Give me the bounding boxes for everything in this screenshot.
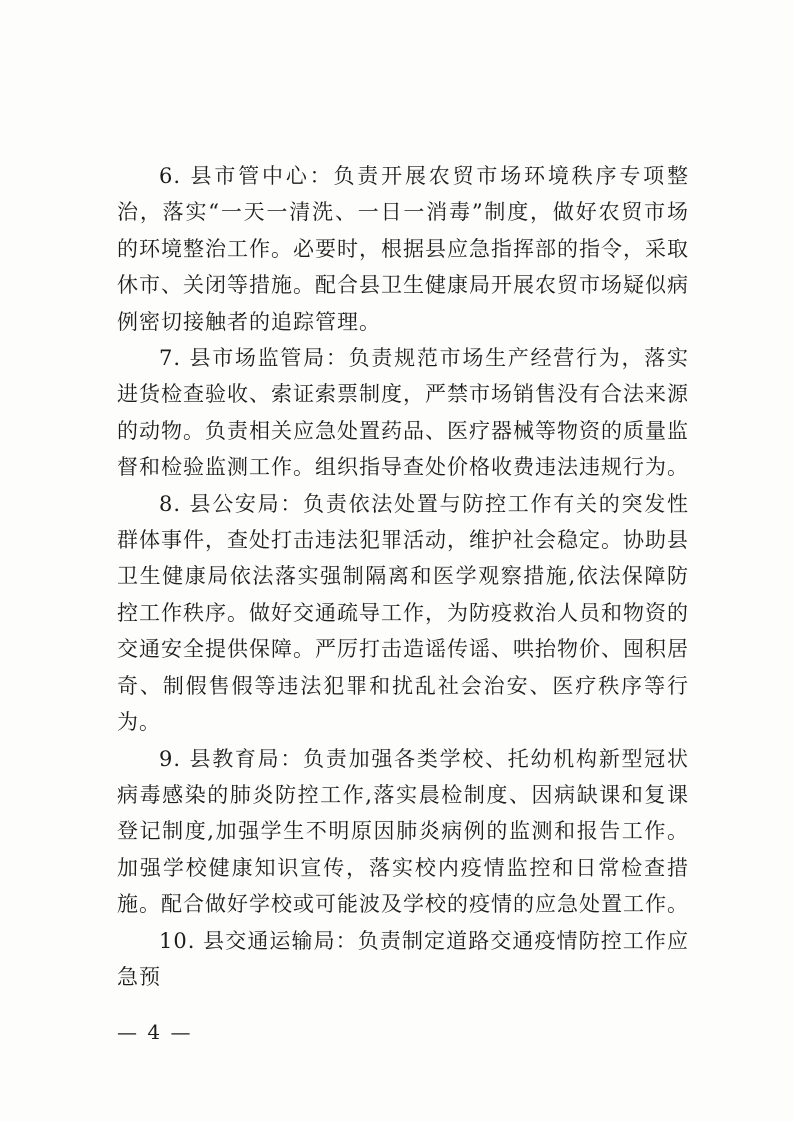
paragraph-8-public-security: 8. 县公安局：负责依法处置与防控工作有关的突发性群体事件，查处打击违法犯罪活动，维护社会稳定。协助县卫生健康局依法落实强制隔离和医学观察措施,依法保障防控工作秩序。做好交通疏导工作，为防疫救治人员和物资的交通安全提供保障。严厉打击造谣传谣、哄抬物价、囤积居奇、制假售假等违法犯罪和扰乱社会治安、医疗秩序等行为。 <box>117 491 689 735</box>
paragraph-7-market-supervision: 7. 县市场监管局：负责规范市场生产经营行为，落实进货检查验收、索证索票制度，严禁市场销售没有合法来源的动物。负责相关应急处置药品、医疗器械等物资的质量监督和检验监测工作。组织指导查处价格收费违法违规行为。 <box>117 346 689 480</box>
page-number: — 4 — <box>117 1020 193 1044</box>
paragraph-9-education: 9. 县教育局：负责加强各类学校、托幼机构新型冠状病毒感染的肺炎防控工作,落实晨检制度、因病缺课和复课登记制度,加强学生不明原因肺炎病例的监测和报告工作。加强学校健康知识宣传，落实校内疫情监控和日常检查措施。配合做好学校或可能波及学校的疫情的应急处置工作。 <box>117 746 689 917</box>
document-body <box>117 158 689 995</box>
paragraph-6-market-center: 6. 县市管中心：负责开展农贸市场环境秩序专项整治，落实“一天一清洗、一日一消毒”制度，做好农贸市场的环境整治工作。必要时，根据县应急指挥部的指令，采取休市、关闭等措施。配合县卫生健康局开展农贸市场疑似病例密切接触者的追踪管理。 <box>117 164 689 334</box>
paragraph-10-transport: 10. 县交通运输局：负责制定道路交通疫情防控工作应急预 <box>117 928 689 989</box>
